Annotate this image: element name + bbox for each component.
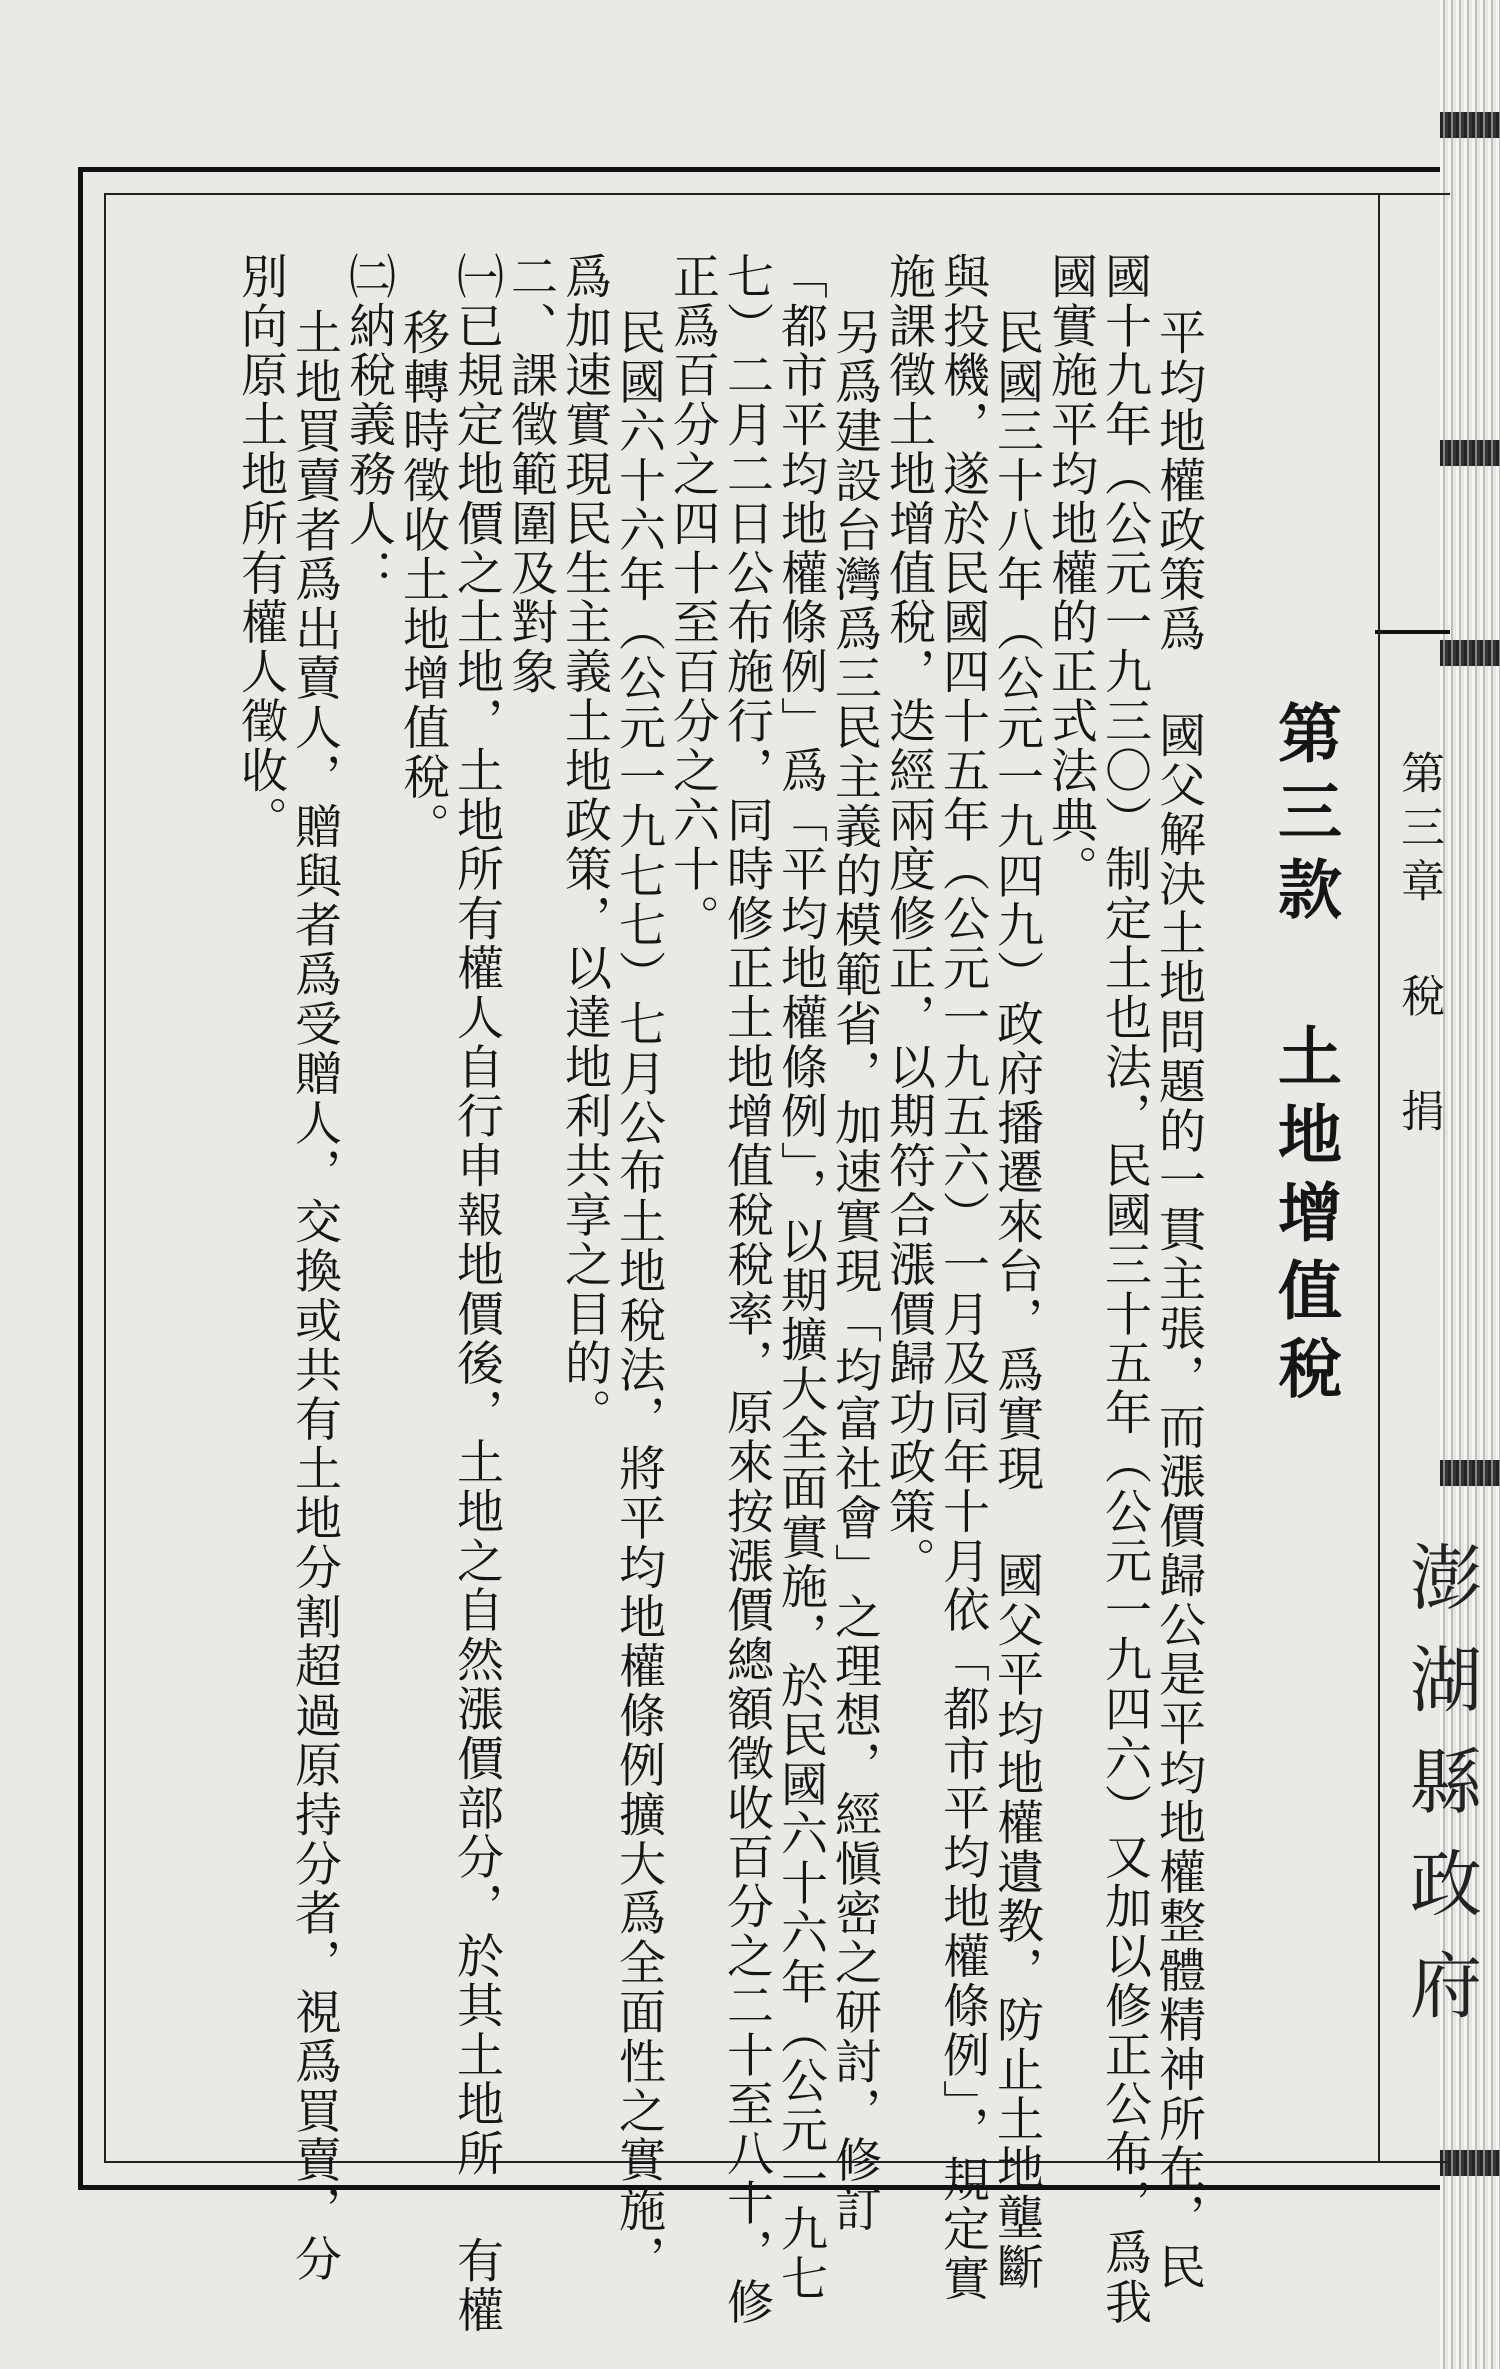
text-column: 另爲建設台灣爲三民主義的模範省，加速實現「均富社會」之理想，經愼密之研討，修訂 [827,308,882,2235]
edge-mark [1440,112,1500,138]
section-title: 第三款 土地增值稅 [1267,700,1342,1413]
text-column: ㈠已規定地價之土地，土地所有權人自行申報地價後，土地之自然漲價部分，於其土地所 有權 [449,252,504,2335]
text-column: 平均地權政策爲 國父解決土地問題的一貫主張，而漲價歸公是平均地權整體精神所在，民 [1151,308,1206,2292]
text-column: 別向原土地所有權人徵收。 [233,252,288,845]
text-column: 民國六十六年（公元一九七七）七月公布土地稅法，將平均地權條例擴大爲全面性之實施， [611,308,666,2284]
text-column: 國十九年（公元一九三〇）制定土也法，民國三十五年（公元一九四六）又加以修正公布，爲我 [1097,252,1152,2327]
text-column: 國實施平均地權的正式法典。 [1043,252,1098,895]
section-heading: 二、課徵範圍及對象 [503,252,558,697]
text-column: 七）二月二日公布施行，同時修正土地增值稅稅率，原來按漲價總額徵收百分之二十至八十，修 [719,252,774,2327]
text-column: 爲加速實現民生主義土地政策，以達地利共享之目的。 [557,252,612,1438]
text-column: 土地買賣者爲出賣人，贈與者爲受贈人，交換或共有土地分割超過原持分者，視爲買賣，分 [287,308,342,2284]
running-header: 第三章 稅 捐 [1393,750,1444,1142]
text-column: ㈡納稅義務人： [341,252,396,598]
text-column: 移轉時徵收土地增值稅。 [395,308,450,852]
text-column: 民國三十八年（公元一九四九）政府播遷來台，爲實現 國父平均地權遺教，防止土地壟斷 [989,308,1044,2292]
margin-tab-rule [1375,630,1450,634]
text-column: 與投機，遂於民國四十五年（公元一九五六）一月及同年十月依「都市平均地權條例」，規定實 [935,252,990,2304]
text-column: 正爲百分之四十至百分之六十。 [665,252,720,944]
side-title: 澎湖縣政府 [1398,1540,1482,2050]
text-column: 「都市平均地權條例」爲「平均地權條例」，以期擴大全面實施，於民國六十六年（公元一九七 [773,252,828,2304]
text-column: 施課徵土地增值稅，迭經兩度修正，以期符合漲價歸功政策。 [881,252,936,1586]
